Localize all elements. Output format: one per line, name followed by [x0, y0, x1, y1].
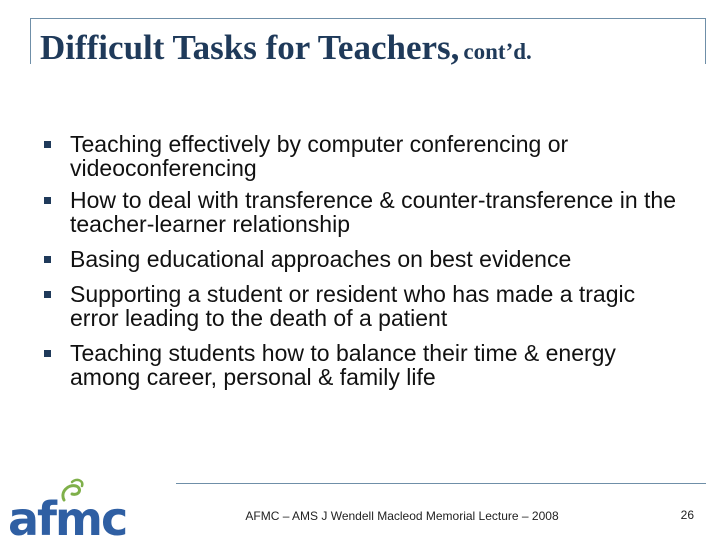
slide-title-main: Difficult Tasks for Teachers, — [40, 28, 460, 67]
slide-title-suffix: cont’d. — [463, 39, 532, 64]
bullet-item — [40, 188, 680, 236]
logo-wordmark: afmc — [8, 492, 127, 546]
footer-caption: AFMC – AMS J Wendell Macleod Memorial Lecture – 2008 — [245, 509, 559, 523]
bullet-item — [40, 282, 680, 330]
square-bullet-icon — [44, 141, 51, 148]
bullet-text: Teaching students how to balance their time & energy among career, personal & family life — [70, 340, 616, 390]
bullet-item — [40, 247, 680, 271]
page-number: 26 — [680, 508, 694, 522]
bullet-text: Basing educational approaches on best evidence — [70, 246, 572, 272]
bullet-text: How to deal with transference & counter-transference in the teacher-learner relationship — [70, 187, 676, 237]
bullet-list — [40, 132, 680, 389]
square-bullet-icon — [44, 291, 51, 298]
afmc-logo — [8, 478, 168, 546]
title-frame-right-rule — [705, 18, 706, 64]
bullet-item — [40, 132, 680, 180]
slide-title — [40, 28, 532, 68]
square-bullet-icon — [44, 197, 51, 204]
title-frame-top-rule — [30, 18, 706, 19]
footer-rule — [176, 483, 706, 484]
title-frame-left-rule — [30, 18, 31, 64]
bullet-text: Supporting a student or resident who has made a tragic error leading to the death of a patient — [70, 281, 636, 331]
bullet-item — [40, 341, 680, 389]
bullet-text: Teaching effectively by computer conferencing or videoconferencing — [70, 131, 569, 181]
square-bullet-icon — [44, 350, 51, 357]
square-bullet-icon — [44, 256, 51, 263]
